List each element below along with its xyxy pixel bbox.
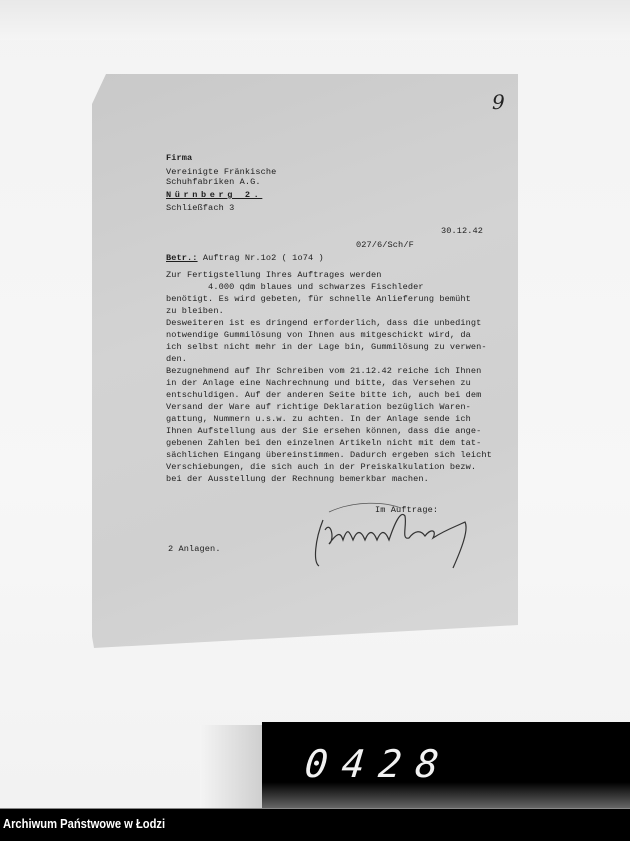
recipient-name-line1: Vereinigte Fränkische (166, 167, 277, 177)
recipient-firm-label: Firma (166, 153, 193, 163)
page-marker: 9 (492, 90, 505, 114)
recipient-name-line2: Schuhfabriken A.G. (166, 177, 261, 187)
body-line: den. (166, 354, 188, 364)
recipient-pobox: Schließfach 3 (166, 203, 235, 213)
subject-text: Auftrag Nr.1o2 ( 1o74 ) (202, 253, 324, 263)
body-line: bei der Ausstellung der Rechnung bemerkbar machen. (166, 474, 429, 484)
body-line: notwendige Gummilösung von Ihnen aus mitgeschickt wird, da (166, 330, 471, 340)
frame-counter: 0428 (302, 742, 455, 786)
subject-label: Betr.: (166, 253, 198, 263)
body-line: gattung, Nummern u.s.w. zu achten. In der Anlage sende ich (166, 414, 471, 424)
body-line: entschuldigen. Auf der anderen Seite bitte ich, auch bei dem (166, 390, 482, 400)
body-line: ich selbst nicht mehr in der Lage bin, Gummilösung zu verwen- (166, 342, 487, 352)
body-line: Desweiteren ist es dringend erforderlich, dass die unbedingt (166, 318, 482, 328)
body-line: benötigt. Es wird gebeten, für schnelle Anlieferung bemüht (166, 294, 471, 304)
body-line: Verschiebungen, die sich auch in der Preiskalkulation bezw. (166, 462, 477, 472)
institution-name: Archiwum Państwowe w Łodzi (3, 816, 166, 831)
body-line: in der Anlage eine Nachrechnung und bitte, das Versehen zu (166, 378, 471, 388)
letter-date: 30.12.42 (441, 226, 484, 236)
handwritten-signature (305, 500, 495, 570)
footer-bar (0, 808, 630, 841)
body-line: gebenen Zahlen bei den einzelnen Artikeln nicht mit dem tat- (166, 438, 482, 448)
closing: Im Auftrage: (375, 505, 439, 515)
body-line: 4.000 qdm blaues und schwarzes Fischleder (166, 282, 424, 292)
counter-shadow (200, 725, 262, 808)
body-line: Ihnen Aufstellung aus der Sie ersehen können, dass die ange- (166, 426, 482, 436)
body-line: zu bleiben. (166, 306, 224, 316)
letter-reference: 027/6/Sch/F (356, 240, 414, 250)
subject-line (166, 253, 324, 265)
body-line: Bezugnehmend auf Ihr Schreiben vom 21.12.42 reiche ich Ihnen (166, 366, 482, 376)
body-line: Zur Fertigstellung Ihres Auftrages werden (166, 270, 382, 280)
enclosures-note: 2 Anlagen. (168, 544, 221, 554)
scan-top-strip (0, 0, 630, 40)
body-line: Versand der Ware auf richtige Deklaration bezüglich Waren- (166, 402, 471, 412)
recipient-city: Nürnberg 2. (166, 190, 263, 200)
body-line: sächlichen Eingang übereinstimmen. Dadurch ergeben sich leicht (166, 450, 492, 460)
